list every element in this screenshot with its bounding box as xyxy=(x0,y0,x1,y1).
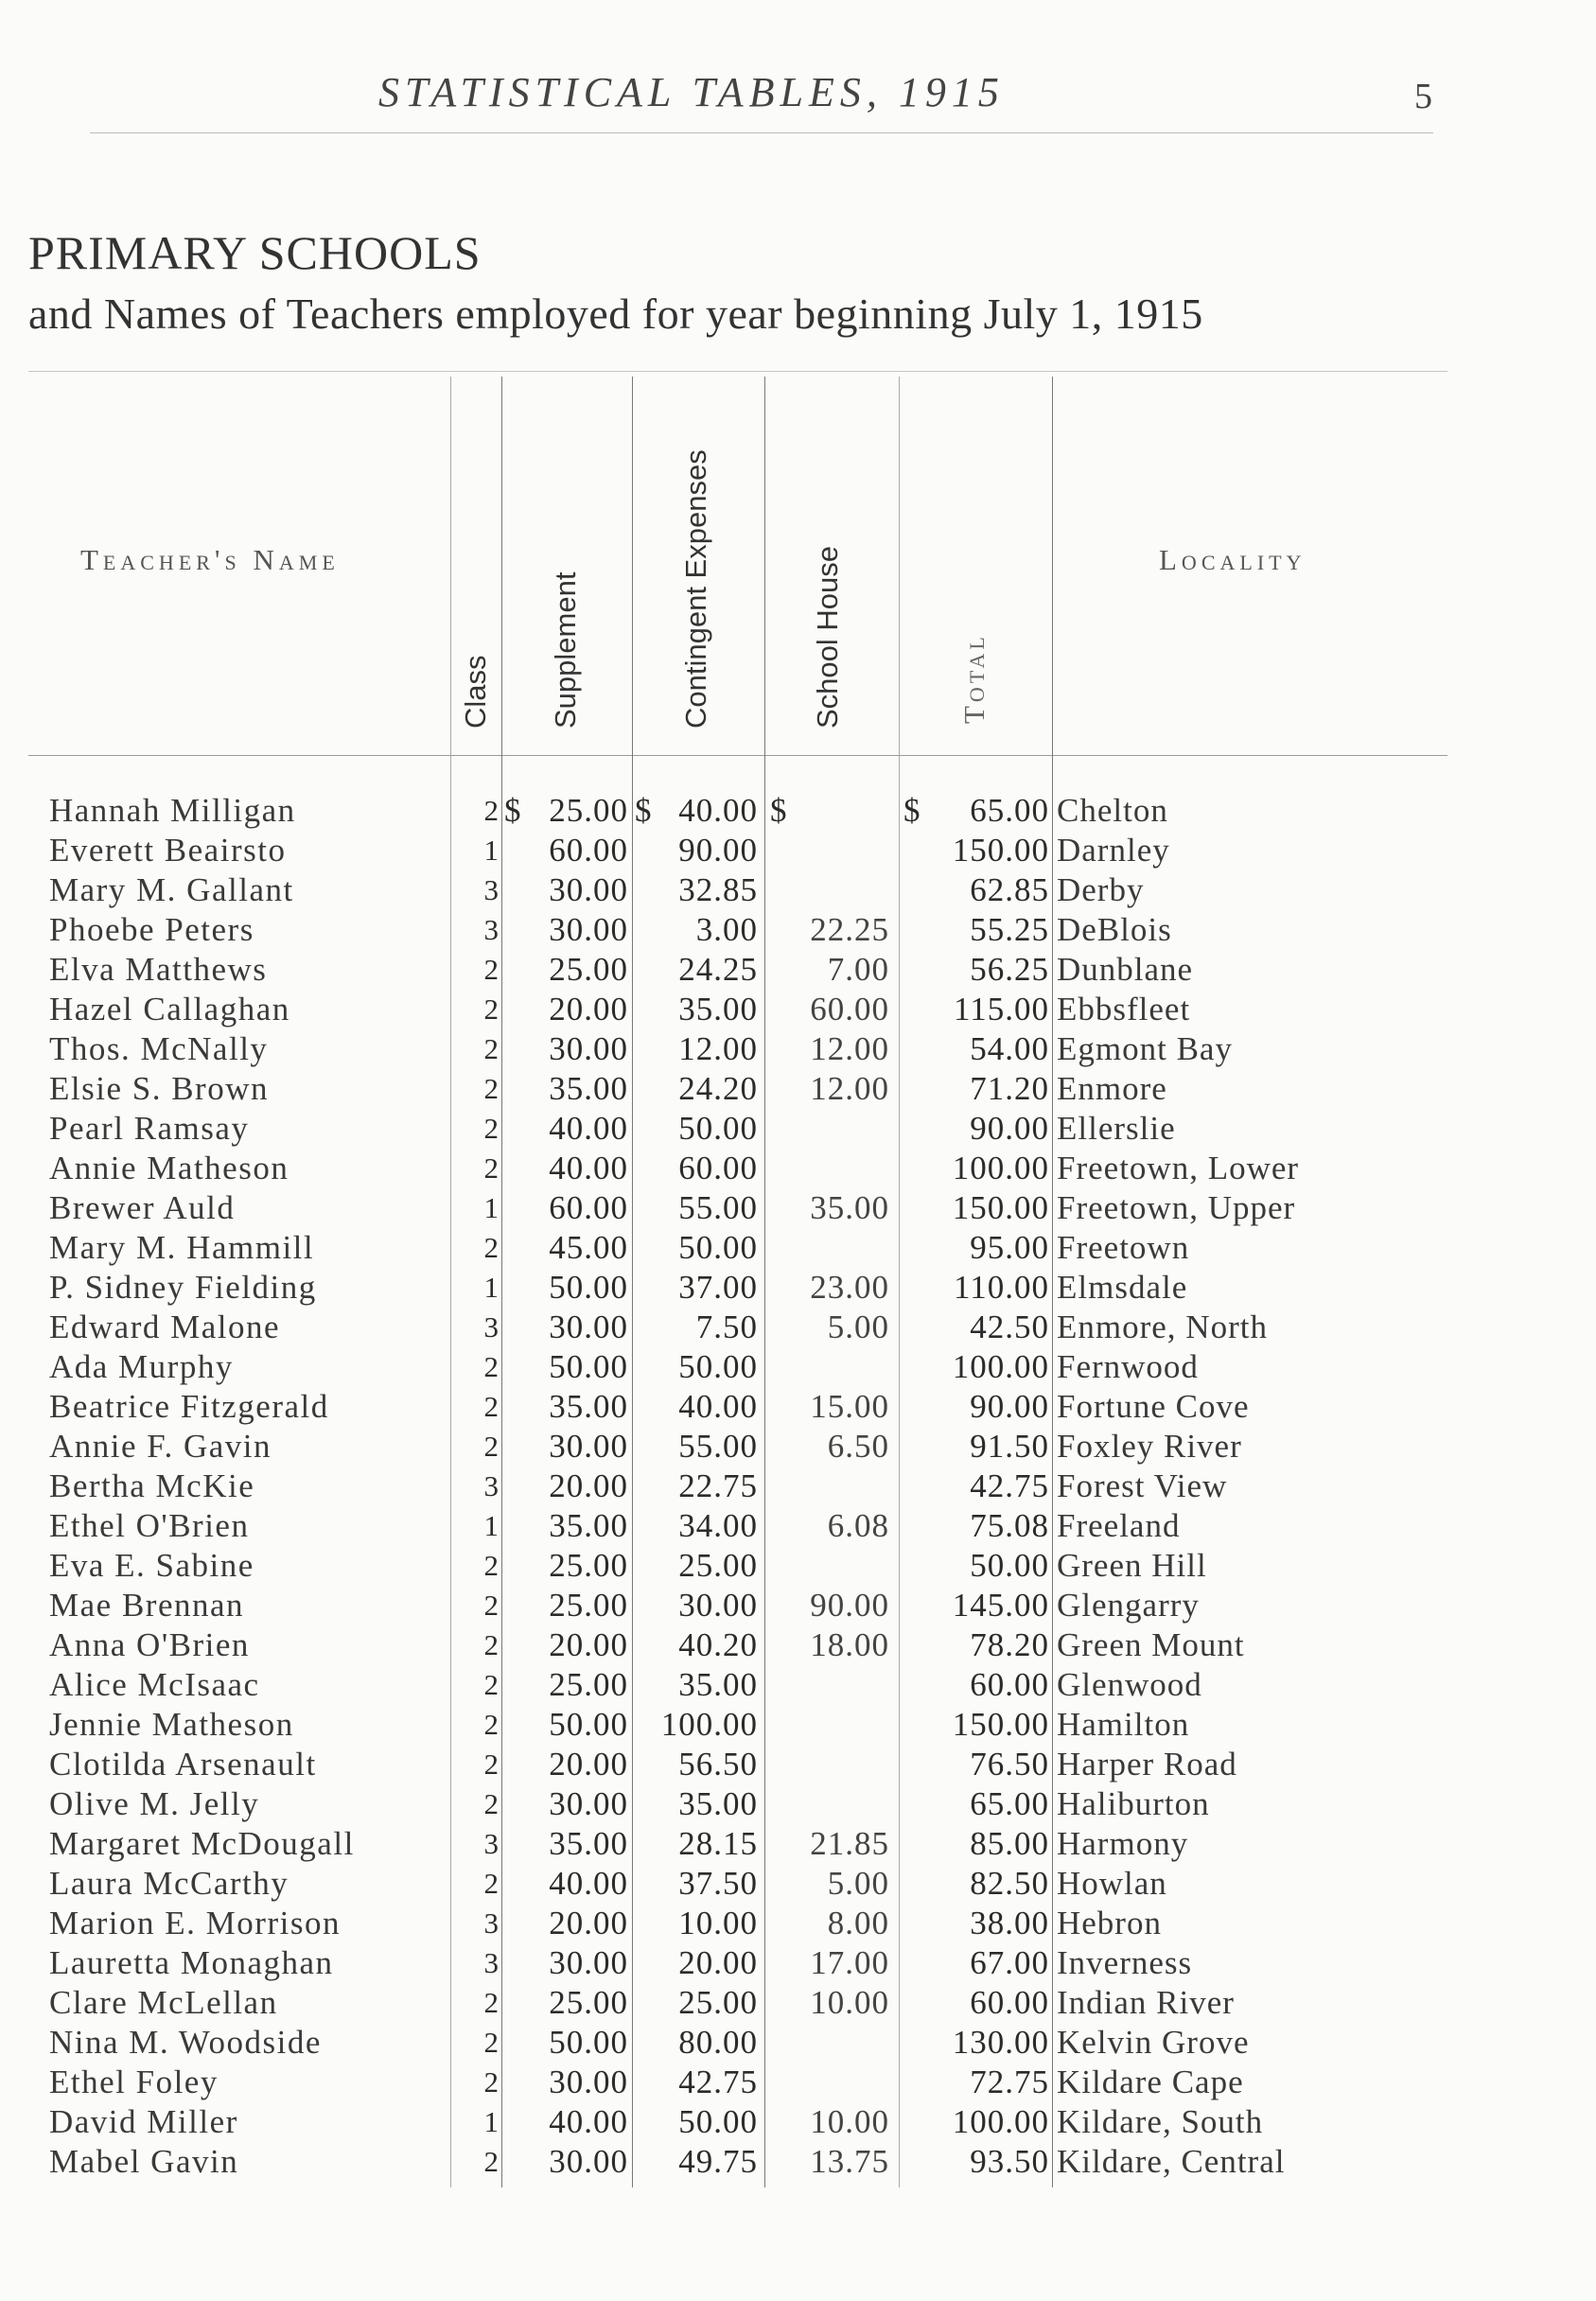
header-class: Class xyxy=(459,655,492,729)
teacher-name: Hazel Callaghan xyxy=(49,991,290,1028)
table-row xyxy=(0,990,1596,1029)
total-cell: 150.00 xyxy=(952,1189,1049,1226)
total-cell: 67.00 xyxy=(970,1944,1049,1981)
school-house-cell: 10.00 xyxy=(810,2103,889,2140)
teacher-name: Lauretta Monaghan xyxy=(49,1944,334,1981)
school-house-cell: 60.00 xyxy=(810,991,889,1028)
total-cell: 100.00 xyxy=(952,2103,1049,2140)
total-cell: 100.00 xyxy=(952,1348,1049,1385)
total-cell: 95.00 xyxy=(970,1229,1049,1266)
locality-cell: Harper Road xyxy=(1057,1746,1237,1783)
table-row xyxy=(0,1506,1596,1546)
locality-cell: Harmony xyxy=(1057,1825,1189,1862)
contingent-cell: 37.50 xyxy=(678,1865,758,1902)
school-house-cell: 12.00 xyxy=(810,1030,889,1067)
total-cell: 65.00 xyxy=(970,1785,1049,1822)
supplement-cell: 30.00 xyxy=(549,2064,628,2100)
teacher-name: Alice McIsaac xyxy=(49,1666,260,1703)
locality-cell: Freetown, Lower xyxy=(1057,1150,1300,1186)
contingent-cell: 12.00 xyxy=(678,1030,758,1067)
locality-cell: Glenwood xyxy=(1057,1666,1202,1703)
class-cell: 2 xyxy=(483,1628,499,1661)
locality-cell: Hebron xyxy=(1057,1905,1162,1941)
class-cell: 2 xyxy=(483,1986,499,2019)
table-top-rule xyxy=(28,371,1447,372)
contingent-cell: 25.00 xyxy=(678,1547,758,1584)
school-house-cell: 5.00 xyxy=(827,1309,889,1345)
locality-cell: Forest View xyxy=(1057,1467,1228,1504)
running-title: STATISTICAL TABLES, 1915 xyxy=(378,69,1005,115)
section-subtitle: and Names of Teachers employed for year beginning July 1, 1915 xyxy=(28,290,1203,338)
supplement-cell: 30.00 xyxy=(549,1309,628,1345)
table-row xyxy=(0,1188,1596,1228)
total-cell: 75.08 xyxy=(970,1507,1049,1544)
class-cell: 1 xyxy=(483,1509,499,1542)
section-title: PRIMARY SCHOOLS xyxy=(28,226,482,279)
locality-cell: Ebbsfleet xyxy=(1057,991,1191,1028)
contingent-cell: 34.00 xyxy=(678,1507,758,1544)
supplement-cell: 50.00 xyxy=(549,2024,628,2061)
school-house-cell: 90.00 xyxy=(810,1587,889,1624)
supplement-cell: 30.00 xyxy=(549,871,628,908)
total-cell: 93.50 xyxy=(970,2143,1049,2180)
contingent-cell: 55.00 xyxy=(678,1189,758,1226)
table-row xyxy=(0,1983,1596,2023)
contingent-cell: 10.00 xyxy=(678,1905,758,1941)
locality-cell: Green Mount xyxy=(1057,1626,1245,1663)
table-header-rule xyxy=(28,755,1447,756)
class-cell: 2 xyxy=(483,1151,499,1185)
school-house-cell: 6.08 xyxy=(827,1507,889,1544)
teacher-name: P. Sidney Fielding xyxy=(49,1269,317,1306)
supplement-cell: 35.00 xyxy=(549,1070,628,1107)
table-row xyxy=(0,1427,1596,1467)
supplement-cell: 45.00 xyxy=(549,1229,628,1266)
school-house-cell: 21.85 xyxy=(810,1825,889,1862)
class-cell: 2 xyxy=(483,1430,499,1463)
class-cell: 3 xyxy=(483,913,499,946)
table-row xyxy=(0,2142,1596,2182)
locality-cell: Enmore xyxy=(1057,1070,1167,1107)
supplement-cell: 25.00 xyxy=(549,1666,628,1703)
teacher-name: Laura McCarthy xyxy=(49,1865,289,1902)
supplement-cell: 20.00 xyxy=(549,1905,628,1941)
table-row xyxy=(0,1665,1596,1705)
total-cell: 145.00 xyxy=(952,1587,1049,1624)
locality-cell: Enmore, North xyxy=(1057,1309,1268,1345)
supplement-cell: 25.00 xyxy=(549,951,628,988)
supplement-cell: 25.00 xyxy=(549,1547,628,1584)
contingent-cell: 7.50 xyxy=(695,1309,758,1345)
total-cell: 76.50 xyxy=(970,1746,1049,1783)
teacher-name: Bertha McKie xyxy=(49,1467,255,1504)
header-locality: Locality xyxy=(1159,543,1307,576)
locality-cell: Kildare Cape xyxy=(1057,2064,1244,2100)
table-row xyxy=(0,1347,1596,1387)
header-contingent-expenses: Contingent Expenses xyxy=(679,449,712,729)
teacher-name: Mabel Gavin xyxy=(49,2143,239,2180)
school-house-cell: 6.50 xyxy=(827,1428,889,1465)
running-head xyxy=(0,68,1596,115)
class-cell: 3 xyxy=(483,873,499,906)
supplement-cell: 35.00 xyxy=(549,1388,628,1425)
supplement-cell: 50.00 xyxy=(549,1706,628,1743)
table-row xyxy=(0,1904,1596,1943)
supplement-cell: 40.00 xyxy=(549,1110,628,1147)
table-row xyxy=(0,1745,1596,1784)
locality-cell: Freetown, Upper xyxy=(1057,1189,1296,1226)
total-cell: 100.00 xyxy=(952,1150,1049,1186)
locality-cell: Chelton xyxy=(1057,792,1168,829)
locality-cell: Derby xyxy=(1057,871,1145,908)
teacher-table-body xyxy=(0,791,1596,2182)
teacher-name: Everett Beairsto xyxy=(49,832,287,869)
class-cell: 3 xyxy=(483,1946,499,1979)
total-cell: 150.00 xyxy=(952,1706,1049,1743)
total-cell: 72.75 xyxy=(970,2064,1049,2100)
total-cell: 62.85 xyxy=(970,871,1049,908)
contingent-cell: 49.75 xyxy=(678,2143,758,2180)
teacher-name: Anna O'Brien xyxy=(49,1626,250,1663)
table-row xyxy=(0,1228,1596,1268)
supplement-cell: 20.00 xyxy=(549,991,628,1028)
contingent-cell: 80.00 xyxy=(678,2024,758,2061)
locality-cell: Glengarry xyxy=(1057,1587,1200,1624)
total-cell: 82.50 xyxy=(970,1865,1049,1902)
teacher-name: Clotilda Arsenault xyxy=(49,1746,317,1783)
supplement-cell: 30.00 xyxy=(549,1944,628,1981)
header-supplement: Supplement xyxy=(549,571,582,729)
locality-cell: Haliburton xyxy=(1057,1785,1210,1822)
teacher-name: Annie Matheson xyxy=(49,1150,289,1186)
class-cell: 1 xyxy=(483,2105,499,2138)
teacher-name: Ada Murphy xyxy=(49,1348,234,1385)
contingent-cell: 3.00 xyxy=(695,911,758,948)
supplement-cell: 20.00 xyxy=(549,1467,628,1504)
total-cell: 71.20 xyxy=(970,1070,1049,1107)
total-cell: 85.00 xyxy=(970,1825,1049,1862)
class-cell: 2 xyxy=(483,1231,499,1264)
contingent-cell: 50.00 xyxy=(678,2103,758,2140)
supplement-cell: 60.00 xyxy=(549,1189,628,1226)
table-row xyxy=(0,1625,1596,1665)
total-cell: 78.20 xyxy=(970,1626,1049,1663)
class-cell: 2 xyxy=(483,1787,499,1820)
locality-cell: Kildare, Central xyxy=(1057,2143,1286,2180)
school-house-cell: 7.00 xyxy=(827,951,889,988)
school-house-cell: 17.00 xyxy=(810,1944,889,1981)
class-cell: 2 xyxy=(483,1072,499,1105)
contingent-cell: 20.00 xyxy=(678,1944,758,1981)
teacher-name: Olive M. Jelly xyxy=(49,1785,260,1822)
class-cell: 2 xyxy=(483,1589,499,1622)
teacher-name: David Miller xyxy=(49,2103,238,2140)
contingent-cell: 50.00 xyxy=(678,1229,758,1266)
supplement-cell: 40.00 xyxy=(549,2103,628,2140)
table-row xyxy=(0,1109,1596,1149)
class-cell: 2 xyxy=(483,2145,499,2178)
total-cell: 50.00 xyxy=(970,1547,1049,1584)
school-house-cell: 18.00 xyxy=(810,1626,889,1663)
supplement-cell: 30.00 xyxy=(549,1428,628,1465)
teacher-name: Margaret McDougall xyxy=(49,1825,355,1862)
locality-cell: Kildare, South xyxy=(1057,2103,1264,2140)
total-cell: 115.00 xyxy=(954,991,1049,1028)
table-row xyxy=(0,1943,1596,1983)
class-cell: 3 xyxy=(483,1310,499,1344)
contingent-cell: 56.50 xyxy=(678,1746,758,1783)
supplement-cell: 50.00 xyxy=(549,1269,628,1306)
table-row xyxy=(0,1069,1596,1109)
contingent-cell: 24.25 xyxy=(678,951,758,988)
table-row xyxy=(0,2023,1596,2063)
teacher-name: Elsie S. Brown xyxy=(49,1070,269,1107)
currency-mark-school-house: $ xyxy=(770,792,787,829)
class-cell: 2 xyxy=(483,953,499,986)
table-row xyxy=(0,831,1596,870)
contingent-cell: 35.00 xyxy=(678,1666,758,1703)
teacher-name: Thos. McNally xyxy=(49,1030,269,1067)
supplement-cell: 40.00 xyxy=(549,1865,628,1902)
contingent-cell: 24.20 xyxy=(678,1070,758,1107)
contingent-cell: 40.00 xyxy=(678,792,758,829)
teacher-name: Clare McLellan xyxy=(49,1984,278,2021)
table-row xyxy=(0,1586,1596,1625)
teacher-name: Edward Malone xyxy=(49,1309,281,1345)
locality-cell: Green Hill xyxy=(1057,1547,1207,1584)
page-number: 5 xyxy=(1414,77,1432,116)
class-cell: 1 xyxy=(483,1271,499,1304)
teacher-name: Pearl Ramsay xyxy=(49,1110,250,1147)
table-row xyxy=(0,1387,1596,1427)
supplement-cell: 30.00 xyxy=(549,2143,628,2180)
school-house-cell: 23.00 xyxy=(810,1269,889,1306)
teacher-name: Eva E. Sabine xyxy=(49,1547,254,1584)
teacher-name: Marion E. Morrison xyxy=(49,1905,341,1941)
class-cell: 2 xyxy=(483,1390,499,1423)
table-row xyxy=(0,1467,1596,1506)
class-cell: 2 xyxy=(483,1668,499,1701)
teacher-name: Beatrice Fitzgerald xyxy=(49,1388,329,1425)
total-cell: 130.00 xyxy=(952,2024,1049,2061)
school-house-cell: 5.00 xyxy=(827,1865,889,1902)
contingent-cell: 40.20 xyxy=(678,1626,758,1663)
supplement-cell: 30.00 xyxy=(549,911,628,948)
total-cell: 55.25 xyxy=(970,911,1049,948)
class-cell: 1 xyxy=(483,1191,499,1224)
currency-mark-contingent: $ xyxy=(635,792,652,829)
contingent-cell: 50.00 xyxy=(678,1348,758,1385)
supplement-cell: 25.00 xyxy=(549,792,628,829)
teacher-name: Mary M. Gallant xyxy=(49,871,294,908)
class-cell: 1 xyxy=(483,834,499,867)
locality-cell: Dunblane xyxy=(1057,951,1194,988)
table-row xyxy=(0,1824,1596,1864)
locality-cell: Elmsdale xyxy=(1057,1269,1188,1306)
table-row xyxy=(0,2063,1596,2102)
contingent-cell: 40.00 xyxy=(678,1388,758,1425)
supplement-cell: 35.00 xyxy=(549,1825,628,1862)
total-cell: 65.00 xyxy=(970,792,1049,829)
contingent-cell: 28.15 xyxy=(678,1825,758,1862)
header-school-house: School House xyxy=(811,545,844,729)
total-cell: 110.00 xyxy=(954,1269,1049,1306)
school-house-cell: 8.00 xyxy=(827,1905,889,1941)
teacher-name: Annie F. Gavin xyxy=(49,1428,272,1465)
class-cell: 2 xyxy=(483,992,499,1026)
contingent-cell: 55.00 xyxy=(678,1428,758,1465)
contingent-cell: 60.00 xyxy=(678,1150,758,1186)
teacher-name: Ethel Foley xyxy=(49,2064,219,2100)
contingent-cell: 35.00 xyxy=(678,1785,758,1822)
locality-cell: Howlan xyxy=(1057,1865,1167,1902)
locality-cell: DeBlois xyxy=(1057,911,1172,948)
class-cell: 2 xyxy=(483,1748,499,1781)
locality-cell: Ellerslie xyxy=(1057,1110,1176,1147)
supplement-cell: 25.00 xyxy=(549,1984,628,2021)
total-cell: 90.00 xyxy=(970,1388,1049,1425)
contingent-cell: 35.00 xyxy=(678,991,758,1028)
locality-cell: Freeland xyxy=(1057,1507,1181,1544)
school-house-cell: 10.00 xyxy=(810,1984,889,2021)
class-cell: 2 xyxy=(483,2026,499,2059)
class-cell: 2 xyxy=(483,2065,499,2099)
school-house-cell: 12.00 xyxy=(810,1070,889,1107)
locality-cell: Kelvin Grove xyxy=(1057,2024,1250,2061)
contingent-cell: 32.85 xyxy=(678,871,758,908)
header-rule xyxy=(90,132,1433,133)
supplement-cell: 20.00 xyxy=(549,1746,628,1783)
table-row xyxy=(0,870,1596,910)
table-row xyxy=(0,910,1596,950)
supplement-cell: 35.00 xyxy=(549,1507,628,1544)
table-row xyxy=(0,1864,1596,1904)
currency-mark-supplement: $ xyxy=(504,792,521,829)
contingent-cell: 90.00 xyxy=(678,832,758,869)
locality-cell: Freetown xyxy=(1057,1229,1190,1266)
total-cell: 60.00 xyxy=(970,1984,1049,2021)
locality-cell: Fernwood xyxy=(1057,1348,1199,1385)
total-cell: 42.75 xyxy=(970,1467,1049,1504)
locality-cell: Inverness xyxy=(1057,1944,1193,1981)
contingent-cell: 50.00 xyxy=(678,1110,758,1147)
supplement-cell: 60.00 xyxy=(549,832,628,869)
total-cell: 90.00 xyxy=(970,1110,1049,1147)
class-cell: 2 xyxy=(483,1867,499,1900)
locality-cell: Foxley River xyxy=(1057,1428,1242,1465)
class-cell: 2 xyxy=(483,1708,499,1741)
contingent-cell: 100.00 xyxy=(660,1706,758,1743)
contingent-cell: 22.75 xyxy=(678,1467,758,1504)
supplement-cell: 25.00 xyxy=(549,1587,628,1624)
teacher-name: Phoebe Peters xyxy=(49,911,254,948)
total-cell: 60.00 xyxy=(970,1666,1049,1703)
table-row xyxy=(0,950,1596,990)
header-total: Total xyxy=(957,633,991,724)
table-row xyxy=(0,1546,1596,1586)
class-cell: 2 xyxy=(483,1549,499,1582)
total-cell: 42.50 xyxy=(970,1309,1049,1345)
contingent-cell: 42.75 xyxy=(678,2064,758,2100)
class-cell: 2 xyxy=(483,794,499,827)
contingent-cell: 37.00 xyxy=(678,1269,758,1306)
teacher-name: Mae Brennan xyxy=(49,1587,245,1624)
school-house-cell: 15.00 xyxy=(810,1388,889,1425)
currency-mark-total: $ xyxy=(903,792,921,829)
teacher-name: Jennie Matheson xyxy=(49,1706,294,1743)
teacher-name: Nina M. Woodside xyxy=(49,2024,322,2061)
supplement-cell: 50.00 xyxy=(549,1348,628,1385)
locality-cell: Fortune Cove xyxy=(1057,1388,1250,1425)
header-teacher-name: Teacher's Name xyxy=(80,543,340,576)
table-row xyxy=(0,1149,1596,1188)
total-cell: 56.25 xyxy=(970,951,1049,988)
table-row xyxy=(0,1308,1596,1347)
locality-cell: Darnley xyxy=(1057,832,1170,869)
class-cell: 3 xyxy=(483,1827,499,1860)
school-house-cell: 13.75 xyxy=(810,2143,889,2180)
locality-cell: Indian River xyxy=(1057,1984,1235,2021)
class-cell: 2 xyxy=(483,1350,499,1383)
table-row xyxy=(0,791,1596,831)
table-row xyxy=(0,1029,1596,1069)
teacher-name: Hannah Milligan xyxy=(49,792,296,829)
table-row xyxy=(0,2102,1596,2142)
supplement-cell: 20.00 xyxy=(549,1626,628,1663)
teacher-name: Mary M. Hammill xyxy=(49,1229,315,1266)
school-house-cell: 35.00 xyxy=(810,1189,889,1226)
teacher-name: Brewer Auld xyxy=(49,1189,236,1226)
contingent-cell: 30.00 xyxy=(678,1587,758,1624)
class-cell: 3 xyxy=(483,1469,499,1502)
table-row xyxy=(0,1705,1596,1745)
school-house-cell: 22.25 xyxy=(810,911,889,948)
teacher-name: Elva Matthews xyxy=(49,951,268,988)
locality-cell: Egmont Bay xyxy=(1057,1030,1233,1067)
class-cell: 2 xyxy=(483,1032,499,1065)
supplement-cell: 40.00 xyxy=(549,1150,628,1186)
contingent-cell: 25.00 xyxy=(678,1984,758,2021)
total-cell: 54.00 xyxy=(970,1030,1049,1067)
total-cell: 91.50 xyxy=(970,1428,1049,1465)
table-row xyxy=(0,1268,1596,1308)
teacher-name: Ethel O'Brien xyxy=(49,1507,250,1544)
table-row xyxy=(0,1784,1596,1824)
supplement-cell: 30.00 xyxy=(549,1030,628,1067)
locality-cell: Hamilton xyxy=(1057,1706,1190,1743)
total-cell: 38.00 xyxy=(970,1905,1049,1941)
total-cell: 150.00 xyxy=(952,832,1049,869)
class-cell: 2 xyxy=(483,1112,499,1145)
supplement-cell: 30.00 xyxy=(549,1785,628,1822)
class-cell: 3 xyxy=(483,1906,499,1940)
